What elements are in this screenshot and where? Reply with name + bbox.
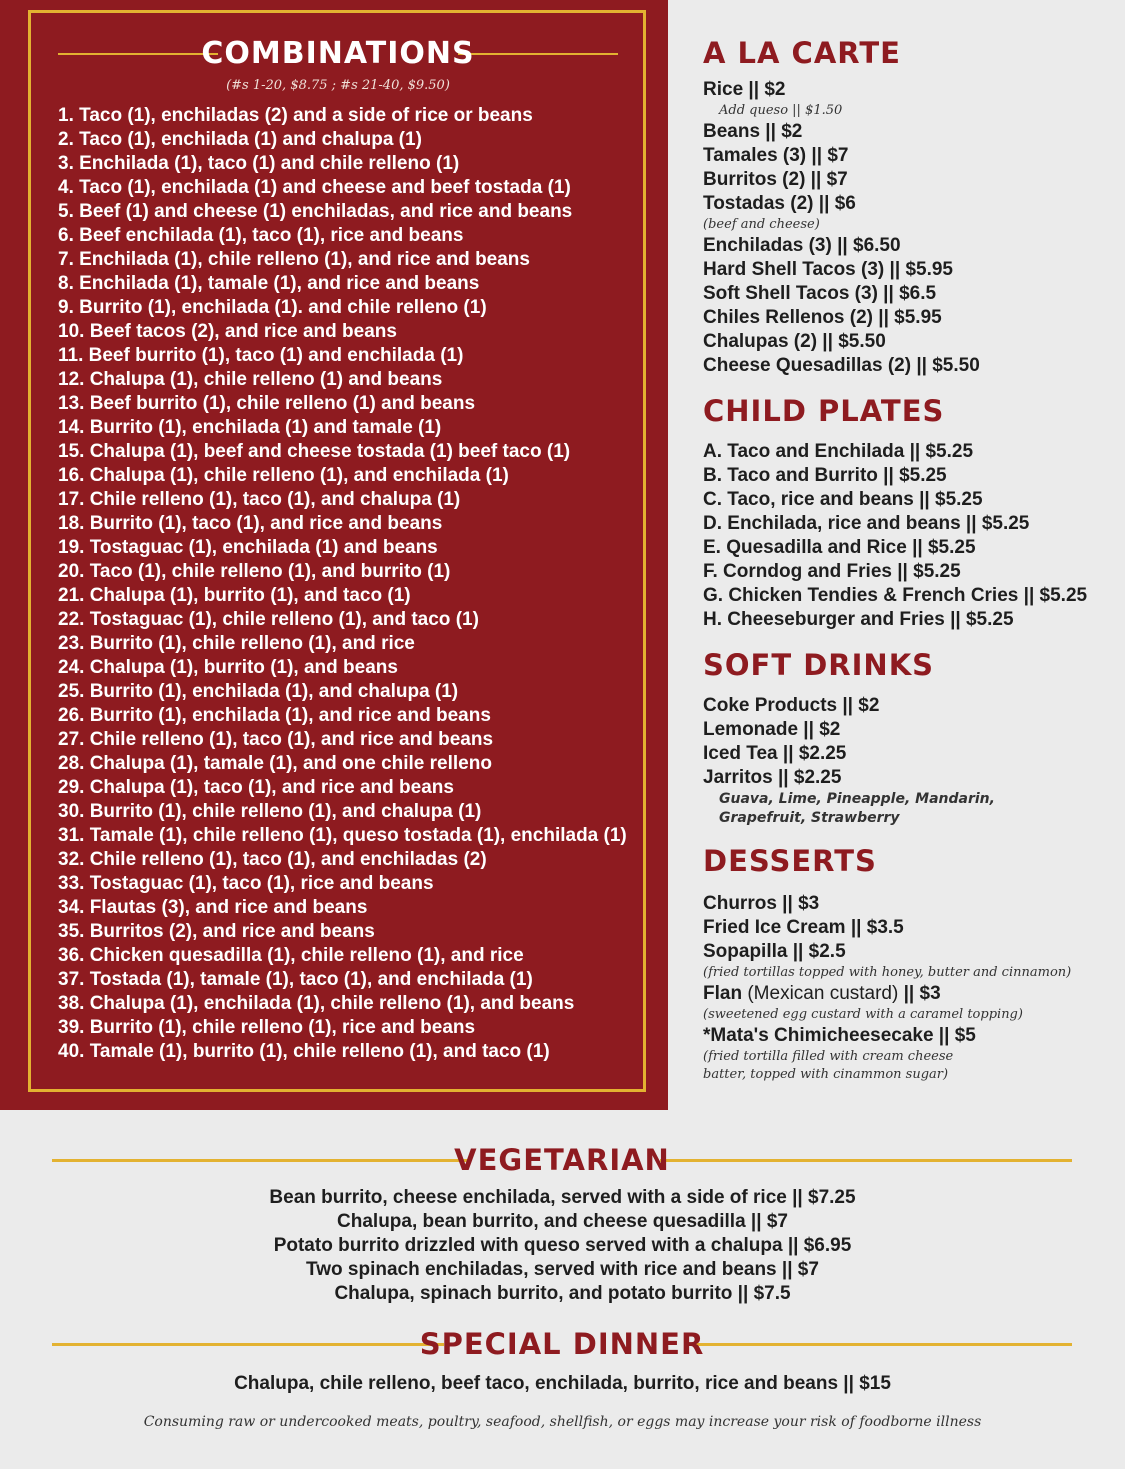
menu-item: Potato burrito drizzled with queso served with a chalupa || $6.95 xyxy=(273,1235,852,1256)
menu-item: 18. Burrito (1), taco (1), and rice and beans xyxy=(58,513,443,534)
menu-item: 15. Chalupa (1), beef and cheese tostada (1) beef taco (1) xyxy=(58,441,571,462)
soft-drinks-list xyxy=(703,694,1113,790)
menu-item: 27. Chile relleno (1), taco (1), and rice and beans xyxy=(58,729,494,750)
menu-item: 20. Taco (1), chile relleno (1), and burrito (1) xyxy=(58,561,451,582)
menu-item: 35. Burritos (2), and rice and beans xyxy=(58,921,375,942)
menu-item: Rice || $2 xyxy=(703,79,786,100)
menu-item: 34. Flautas (3), and rice and beans xyxy=(58,897,368,918)
combinations-panel xyxy=(0,0,668,1110)
menu-item: 38. Chalupa (1), enchilada (1), chile relleno (1), and beans xyxy=(58,993,575,1014)
menu-item: 12. Chalupa (1), chile relleno (1) and beans xyxy=(58,369,443,390)
menu-item: Cheese Quesadillas (2) || $5.50 xyxy=(703,355,980,376)
vegetarian-title: VEGETARIAN xyxy=(454,1143,670,1177)
vegetarian-list xyxy=(0,1186,1125,1306)
menu-item: 7. Enchilada (1), chile relleno (1), and rice and beans xyxy=(58,249,530,270)
child-plates-list xyxy=(703,440,1113,632)
desserts-title: DESSERTS xyxy=(703,844,877,878)
menu-item: A. Taco and Enchilada || $5.25 xyxy=(703,441,974,462)
menu-item: 23. Burrito (1), chile relleno (1), and rice xyxy=(58,633,415,654)
flan-description: (Mexican custard) xyxy=(742,983,904,1004)
menu-item: 6. Beef enchilada (1), taco (1), rice and beans xyxy=(58,225,464,246)
menu-item: 19. Tostaguac (1), enchilada (1) and beans xyxy=(58,537,438,558)
menu-item: 5. Beef (1) and cheese (1) enchiladas, and rice and beans xyxy=(58,201,573,222)
food-safety-disclaimer: Consuming raw or undercooked meats, poultry, seafood, shellfish, or eggs may increase your risk of foodborne illness xyxy=(143,1414,982,1430)
menu-item: 30. Burrito (1), chile relleno (1), and chalupa (1) xyxy=(58,801,482,822)
jarritos-flavors: Grapefruit, Strawberry xyxy=(719,810,900,826)
soft-drinks-title: SOFT DRINKS xyxy=(703,648,935,682)
item-note: (sweetened egg custard with a caramel topping) xyxy=(703,1007,1023,1022)
combinations-subtitle: (#s 1-20, $8.75 ; #s 21-40, $9.50) xyxy=(226,78,450,93)
menu-item: 4. Taco (1), enchilada (1) and cheese and beef tostada (1) xyxy=(58,177,571,198)
menu-item: 8. Enchilada (1), tamale (1), and rice and beans xyxy=(58,273,480,294)
special-dinner-list xyxy=(0,1372,1125,1396)
menu-item: 39. Burrito (1), chile relleno (1), rice and beans xyxy=(58,1017,476,1038)
a-la-carte-title: A LA CARTE xyxy=(703,36,901,70)
menu-item: Churros || $3 xyxy=(703,893,820,914)
item-note: (beef and cheese) xyxy=(703,217,820,232)
menu-item: Iced Tea || $2.25 xyxy=(703,743,847,764)
right-column xyxy=(703,34,1113,1084)
menu-item: H. Cheeseburger and Fries || $5.25 xyxy=(703,609,1014,630)
special-dinner-title: SPECIAL DINNER xyxy=(419,1327,705,1361)
menu-item: 3. Enchilada (1), taco (1) and chile relleno (1) xyxy=(58,153,460,174)
menu-item: Chalupa, bean burrito, and cheese quesadilla || $7 xyxy=(337,1211,788,1232)
menu-item: B. Taco and Burrito || $5.25 xyxy=(703,465,947,486)
menu-item xyxy=(703,982,1113,1006)
menu-item: 9. Burrito (1), enchilada (1). and chile relleno (1) xyxy=(58,297,487,318)
item-note: batter, topped with cinammon sugar) xyxy=(703,1067,949,1082)
menu-item: 40. Tamale (1), burrito (1), chile relleno (1), and taco (1) xyxy=(58,1041,550,1062)
menu-item: 24. Chalupa (1), burrito (1), and beans xyxy=(58,657,398,678)
flan-name: Flan xyxy=(703,983,743,1004)
menu-item: 28. Chalupa (1), tamale (1), and one chile relleno xyxy=(58,753,492,774)
menu-item: 29. Chalupa (1), taco (1), and rice and beans xyxy=(58,777,454,798)
menu-item: 17. Chile relleno (1), taco (1), and chalupa (1) xyxy=(58,489,461,510)
menu-item: Chalupa, spinach burrito, and potato burrito || $7.5 xyxy=(334,1283,791,1304)
menu-item: 22. Tostaguac (1), chile relleno (1), and taco (1) xyxy=(58,609,479,630)
menu-item: Chalupa, chile relleno, beef taco, enchilada, burrito, rice and beans || $15 xyxy=(234,1373,891,1394)
menu-item: D. Enchilada, rice and beans || $5.25 xyxy=(703,513,1030,534)
menu-item: Burritos (2) || $7 xyxy=(703,169,848,190)
menu-item: Enchiladas (3) || $6.50 xyxy=(703,235,901,256)
menu-item: 1. Taco (1), enchiladas (2) and a side of rice or beans xyxy=(58,105,533,126)
menu-item: Hard Shell Tacos (3) || $5.95 xyxy=(703,259,953,280)
menu-item: 32. Chile relleno (1), taco (1), and enchiladas (2) xyxy=(58,849,487,870)
flan-price: || $3 xyxy=(903,983,941,1004)
menu-item: 21. Chalupa (1), burrito (1), and taco (1) xyxy=(58,585,411,606)
menu-item: Soft Shell Tacos (3) || $6.5 xyxy=(703,283,937,304)
menu-item: Chalupas (2) || $5.50 xyxy=(703,331,886,352)
menu-item: 31. Tamale (1), chile relleno (1), queso tostada (1), enchilada (1) xyxy=(58,825,627,846)
combinations-list xyxy=(58,104,633,1064)
menu-item: Coke Products || $2 xyxy=(703,695,880,716)
menu-item: *Mata's Chimicheesecake || $5 xyxy=(703,1025,976,1046)
menu-item: 33. Tostaguac (1), taco (1), rice and beans xyxy=(58,873,434,894)
menu-item: 16. Chalupa (1), chile relleno (1), and enchilada (1) xyxy=(58,465,509,486)
menu-item: 36. Chicken quesadilla (1), chile relleno (1), and rice xyxy=(58,945,524,966)
menu-item: Fried Ice Cream || $3.5 xyxy=(703,917,904,938)
menu-item: F. Corndog and Fries || $5.25 xyxy=(703,561,961,582)
menu-item: Two spinach enchiladas, served with rice and beans || $7 xyxy=(306,1259,819,1280)
menu-item: 10. Beef tacos (2), and rice and beans xyxy=(58,321,397,342)
item-note: (fried tortilla filled with cream cheese xyxy=(703,1049,954,1064)
menu-item: 26. Burrito (1), enchilada (1), and rice and beans xyxy=(58,705,491,726)
menu-item: Sopapilla || $2.5 xyxy=(703,941,846,962)
menu-item: 2. Taco (1), enchilada (1) and chalupa (1) xyxy=(58,129,422,150)
menu-item: Tostadas (2) || $6 xyxy=(703,193,856,214)
a-la-carte-more xyxy=(703,234,1113,378)
special-dinner-header xyxy=(52,1324,1072,1364)
desserts-list xyxy=(703,892,1113,1084)
menu-item: Lemonade || $2 xyxy=(703,719,841,740)
menu-item: Chiles Rellenos (2) || $5.95 xyxy=(703,307,942,328)
jarritos-flavors: Guava, Lime, Pineapple, Mandarin, xyxy=(719,791,995,807)
menu-item: C. Taco, rice and beans || $5.25 xyxy=(703,489,983,510)
menu-item: 13. Beef burrito (1), chile relleno (1) and beans xyxy=(58,393,476,414)
menu-item: 11. Beef burrito (1), taco (1) and enchilada (1) xyxy=(58,345,464,366)
combinations-header xyxy=(58,36,618,72)
menu-item: Bean burrito, cheese enchilada, served with a side of rice || $7.25 xyxy=(269,1187,856,1208)
menu-item: Tamales (3) || $7 xyxy=(703,145,849,166)
menu-item: G. Chicken Tendies & French Cries || $5.25 xyxy=(703,585,1088,606)
vegetarian-header xyxy=(52,1140,1072,1180)
menu-item: 14. Burrito (1), enchilada (1) and tamale (1) xyxy=(58,417,442,438)
menu-item: 25. Burrito (1), enchilada (1), and chalupa (1) xyxy=(58,681,459,702)
menu-item: Jarritos || $2.25 xyxy=(703,767,842,788)
child-plates-title: CHILD PLATES xyxy=(703,394,945,428)
menu-item: Beans || $2 xyxy=(703,121,803,142)
menu-item: E. Quesadilla and Rice || $5.25 xyxy=(703,537,976,558)
combinations-title: COMBINATIONS xyxy=(201,36,475,71)
item-note: Add queso || $1.50 xyxy=(719,103,843,118)
item-note: (fried tortillas topped with honey, butter and cinnamon) xyxy=(703,965,1072,980)
a-la-carte-list xyxy=(703,78,1113,378)
menu-item: 37. Tostada (1), tamale (1), taco (1), and enchilada (1) xyxy=(58,969,533,990)
